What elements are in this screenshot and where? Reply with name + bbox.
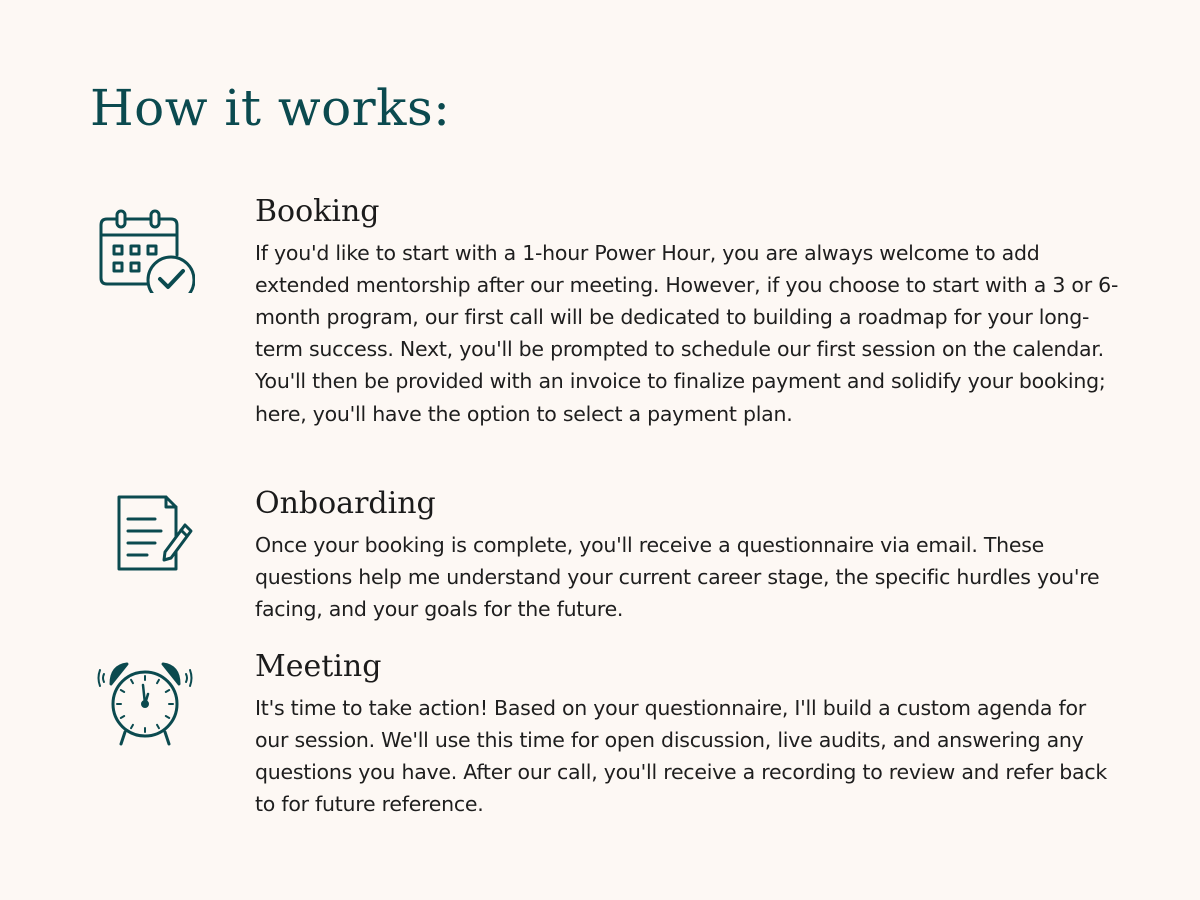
alarm-clock-icon: [90, 648, 200, 758]
document-pencil-icon: [90, 485, 200, 595]
step-description: Once your booking is complete, you'll receive a questionnaire via email. These questions help me understand your current career stage, the specific hurdles you're facing, and your goals for the future.: [255, 532, 1100, 621]
step-title: Meeting: [255, 649, 382, 684]
step-title: Booking: [255, 194, 380, 229]
step-description: If you'd like to start with a 1-hour Power Hour, you are always welcome to add extended mentorship after our meeting. However, if you choose to start with a 3 or 6-month program, our first call will be dedicated to building a roadmap for your long-term success. Next, you'll be prompted to schedule our first session on the calendar. You'll then be provided with an invoice to finalize payment and solidify your booking; here, you'll have the option to select a payment plan.: [255, 240, 1119, 426]
step-content: [255, 648, 1125, 820]
step-description: It's time to take action! Based on your questionnaire, I'll build a custom agenda for our session. We'll use this time for open discussion, live audits, and answering any questions you have. After our call, you'll receive a recording to review and refer back to for future reference.: [255, 695, 1108, 817]
step-content: [255, 193, 1125, 430]
step-title: Onboarding: [255, 486, 436, 521]
page-title: How it works:: [90, 79, 451, 137]
step-content: [255, 485, 1125, 625]
calendar-check-icon: [90, 193, 200, 303]
